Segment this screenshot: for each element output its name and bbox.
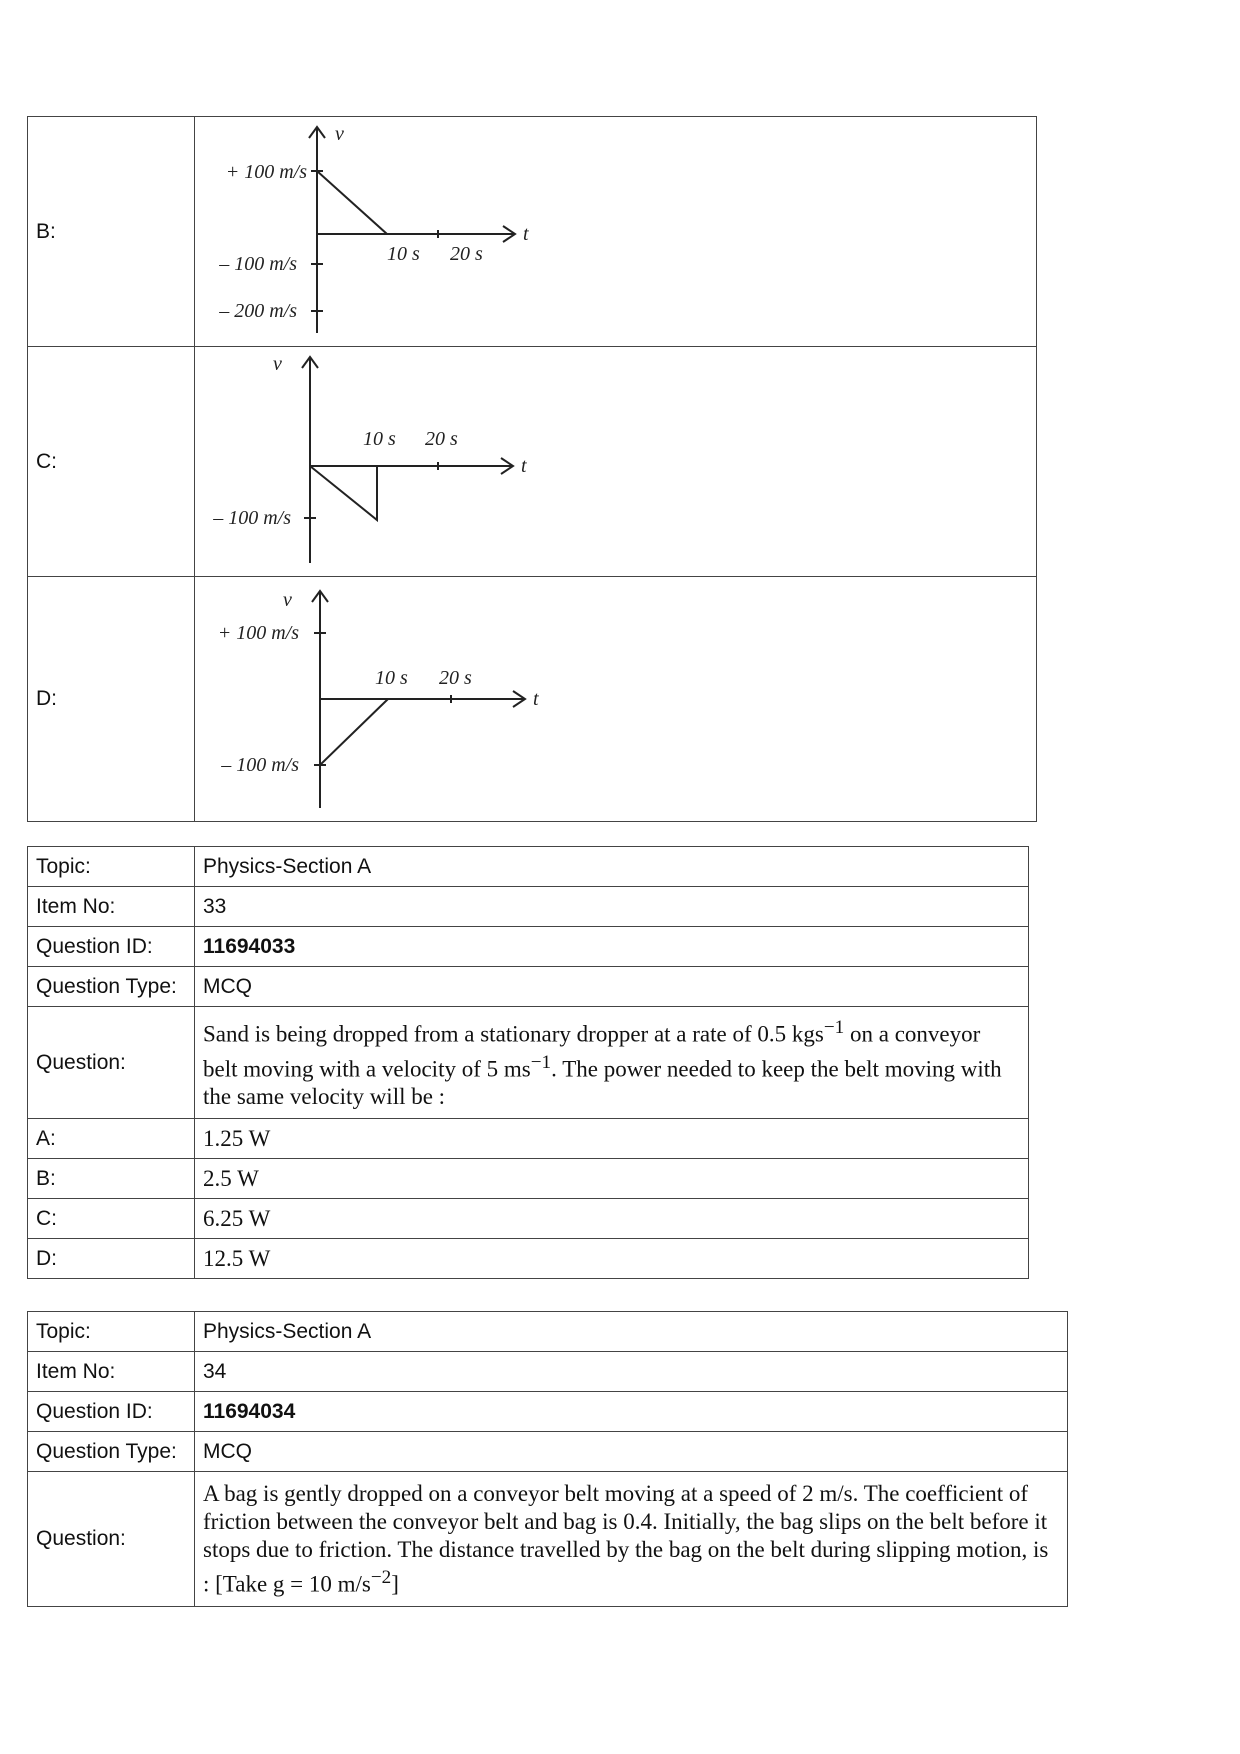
graph-cell: [195, 347, 1037, 577]
option-row: [28, 1159, 1029, 1199]
velocity-line: [310, 466, 377, 520]
topic-label: Topic:: [28, 1312, 195, 1352]
question-text-part: A bag is gently dropped on a conveyor belt moving at a speed of 2 m/s. The coefficient of friction between the conveyor belt and bag is 0.4. Initially, the bag slips on the belt before it stops due to friction. The distance travelled by the bag on the belt during slipping motion, is : [Take g = 10 m/s: [203, 1480, 1049, 1597]
option-label: B:: [28, 1159, 195, 1199]
question-type-row: [28, 967, 1029, 1007]
question-id-value: 11694033: [195, 927, 1029, 967]
question-id-row: [28, 927, 1029, 967]
v-axis-label: v: [283, 588, 292, 611]
question-type-label: Question Type:: [28, 967, 195, 1007]
question-text: [195, 1472, 1068, 1607]
question-text-part: on a conveyor belt moving with a velocity of 5 ms: [203, 1021, 981, 1082]
item-label: Item No:: [28, 887, 195, 927]
topic-label: Topic:: [28, 847, 195, 887]
item-value: 34: [195, 1352, 1068, 1392]
question-33-table: [27, 846, 1029, 1279]
v-axis-label: v: [335, 122, 344, 145]
topic-row: [28, 1312, 1068, 1352]
x-tick-label: 20 s: [425, 427, 458, 450]
question-text-part: ]: [391, 1571, 399, 1597]
x-tick-label: 10 s: [375, 666, 408, 689]
option-label: C:: [28, 1199, 195, 1239]
option-text: 6.25 W: [195, 1199, 1029, 1239]
graph-options-table: [27, 116, 1037, 822]
item-row: [28, 887, 1029, 927]
question-type-value: MCQ: [195, 1432, 1068, 1472]
question-type-row: [28, 1432, 1068, 1472]
question-id-row: [28, 1392, 1068, 1432]
question-text-part: . The power needed to keep the belt moving with the same velocity will be :: [203, 1056, 1002, 1110]
option-label: B:: [28, 117, 195, 347]
option-row-c: [28, 347, 1037, 577]
superscript: −2: [370, 1566, 392, 1588]
option-row-d: [28, 577, 1037, 822]
velocity-line: [317, 171, 387, 234]
y-tick-label: + 100 m/s: [225, 160, 307, 183]
option-text: 12.5 W: [195, 1239, 1029, 1279]
option-row-b: [28, 117, 1037, 347]
question-row: [28, 1007, 1029, 1119]
option-label: A:: [28, 1119, 195, 1159]
option-row: [28, 1119, 1029, 1159]
vt-graph-b: [195, 118, 1035, 346]
vt-graph-c: [195, 348, 1035, 576]
superscript: −1: [530, 1051, 552, 1073]
graph-cell: [195, 577, 1037, 822]
question-type-label: Question Type:: [28, 1432, 195, 1472]
graph-cell: [195, 117, 1037, 347]
question-id-value: 11694034: [195, 1392, 1068, 1432]
question-34-table: [27, 1311, 1068, 1607]
y-tick-label: – 100 m/s: [221, 753, 299, 776]
t-axis-label: t: [533, 687, 539, 710]
x-tick-label: 20 s: [450, 242, 483, 265]
question-label: Question:: [28, 1472, 195, 1607]
option-label: D:: [28, 1239, 195, 1279]
x-tick-label: 10 s: [387, 242, 420, 265]
question-text-part: Sand is being dropped from a stationary dropper at a rate of 0.5 kgs: [203, 1021, 824, 1047]
option-label: C:: [28, 347, 195, 577]
option-label: D:: [28, 577, 195, 822]
y-tick-label: – 100 m/s: [213, 506, 291, 529]
y-tick-label: – 100 m/s: [219, 252, 297, 275]
x-tick-label: 10 s: [363, 427, 396, 450]
question-id-label: Question ID:: [28, 927, 195, 967]
item-row: [28, 1352, 1068, 1392]
y-tick-label: + 100 m/s: [217, 621, 299, 644]
vt-graph-d: [195, 578, 1035, 821]
item-label: Item No:: [28, 1352, 195, 1392]
question-row: [28, 1472, 1068, 1607]
question-label: Question:: [28, 1007, 195, 1119]
t-axis-label: t: [523, 222, 529, 245]
option-row: [28, 1239, 1029, 1279]
superscript: −1: [823, 1016, 845, 1038]
option-text: 2.5 W: [195, 1159, 1029, 1199]
option-row: [28, 1199, 1029, 1239]
question-text: [195, 1007, 1029, 1119]
item-value: 33: [195, 887, 1029, 927]
velocity-line: [320, 699, 388, 765]
topic-value: Physics-Section A: [195, 1312, 1068, 1352]
topic-value: Physics-Section A: [195, 847, 1029, 887]
question-type-value: MCQ: [195, 967, 1029, 1007]
question-id-label: Question ID:: [28, 1392, 195, 1432]
v-axis-label: v: [273, 352, 282, 375]
topic-row: [28, 847, 1029, 887]
option-text: 1.25 W: [195, 1119, 1029, 1159]
t-axis-label: t: [521, 454, 527, 477]
x-tick-label: 20 s: [439, 666, 472, 689]
y-tick-label: – 200 m/s: [219, 299, 297, 322]
